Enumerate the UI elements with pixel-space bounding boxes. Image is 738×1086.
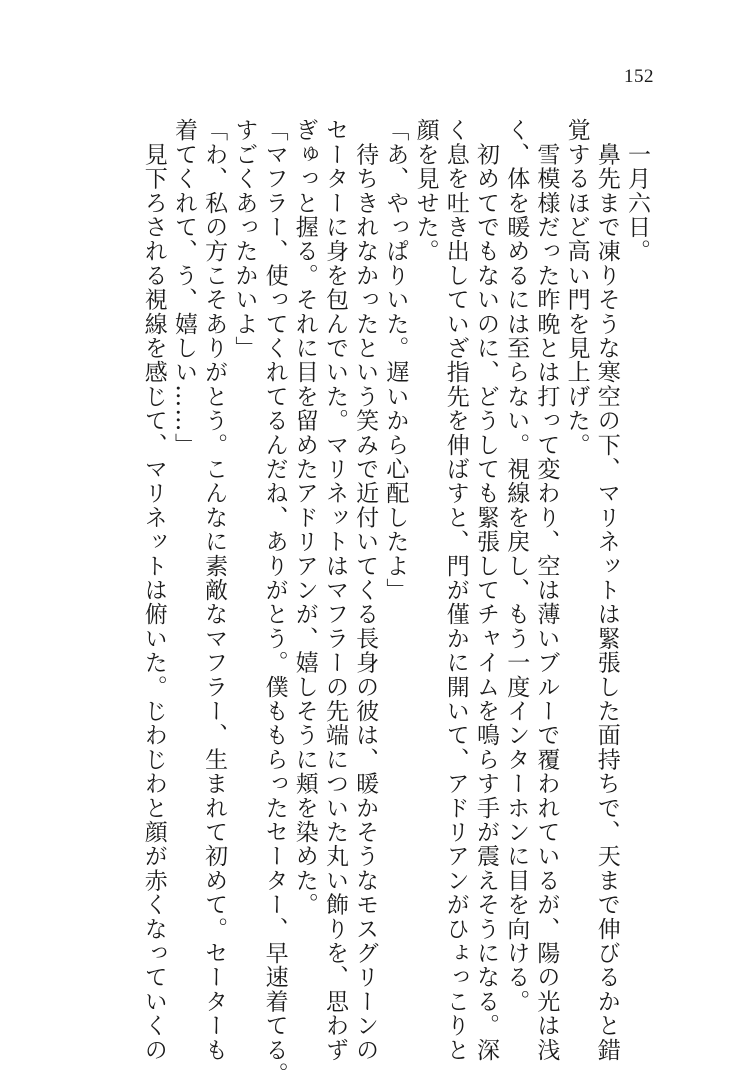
novel-body-text [139,118,652,1086]
text-line: 一月六日。 [624,118,650,264]
text-line: 見下ろされる視線を感じて、マリネットは俯いた。じわじわと顔が赤くなっていくの [140,118,167,1062]
text-line: 雪模様だった昨晩とは打って変わり、空は薄いブルーで覆われているが、陽の光は浅 [533,118,560,1062]
text-line: ぎゅっと握る。それに目を留めたアドリアンが、嬉しそうに頬を染めた。 [291,118,318,917]
text-line: く、体を暖めるには至らない。視線を戻し、もう一度インターホンに目を向ける。 [503,118,530,1014]
text-line: 着てくれて、う、嬉しい……」 [170,118,197,457]
text-line: 顔を見せた。 [412,118,439,264]
text-line: 「あ、やっぱりいた。遅いから心配したよ」 [382,118,409,602]
text-line: 覚するほど高い門を見上げた。 [563,118,590,457]
text-line: く息を吐き出していざ指先を伸ばすと、門が僅かに開いて、アドリアンがひょっこりと [442,118,469,1062]
text-line: 待ちきれなかったという笑みで近付いてくる長身の彼は、暖かそうなモスグリーンの [352,118,379,1062]
text-line: すごくあったかいよ」 [231,118,258,360]
page-number: 152 [624,66,654,87]
text-line: セーターに身を包んでいた。マリネットはマフラーの先端についた丸い飾りを、思わず [321,118,348,1062]
text-line: 「マフラー、使ってくれてるんだね、ありがとう。僕ももらったセーター、早速着てる。 [261,118,288,1086]
text-line: 「わ、私の方こそありがとう。こんなに素敵なマフラー、生まれて初めて。セーターも [201,118,228,1062]
text-line: 鼻先まで凍りそうな寒空の下、マリネットは緊張した面持ちで、天まで伸びるかと錯 [593,118,620,1062]
text-line: 初めてでもないのに、どうしても緊張してチャイムを鳴らす手が震えそうになる。深 [472,118,499,1062]
